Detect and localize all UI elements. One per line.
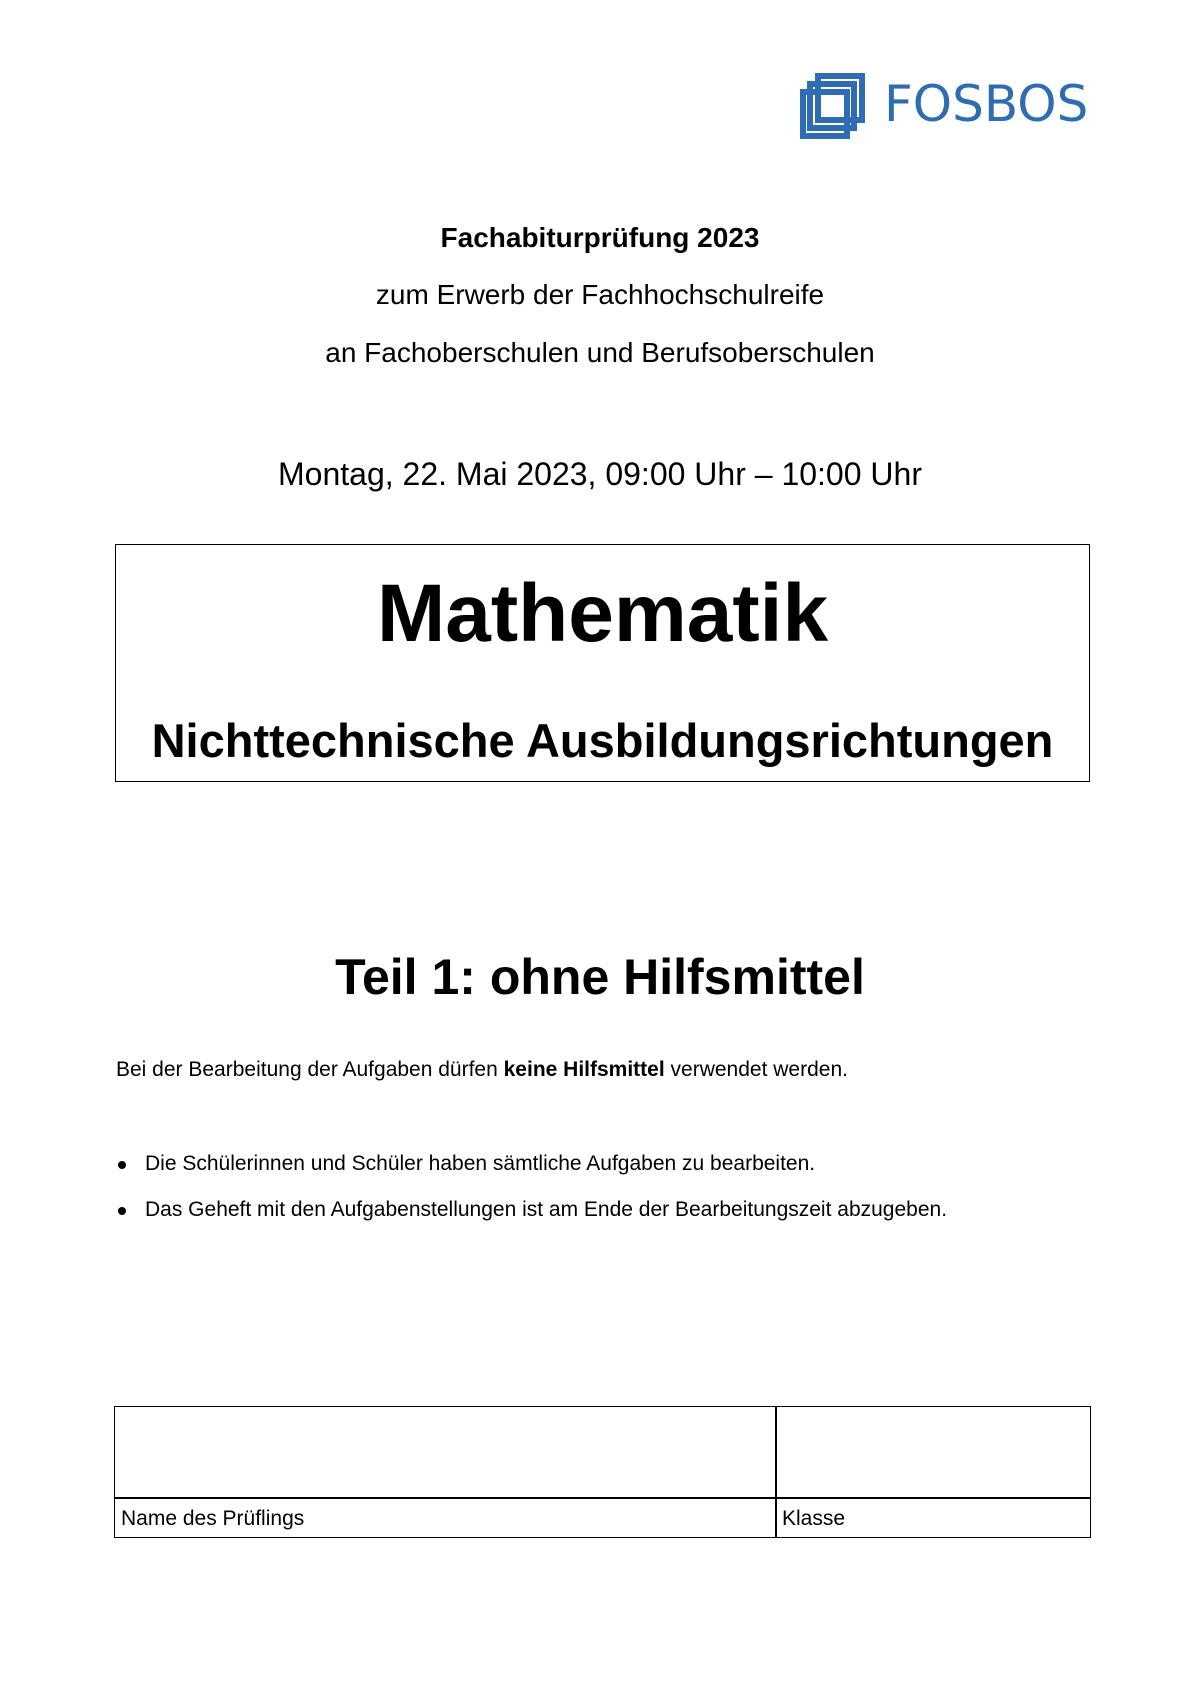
list-item: [116, 1198, 947, 1244]
class-label: Klasse: [782, 1507, 846, 1530]
list-item-text: Die Schülerinnen und Schüler haben sämtliche Aufgaben zu bearbeiten.: [145, 1152, 816, 1175]
bullet-icon: [118, 1207, 126, 1215]
instruction-bold: keine Hilfsmittel: [503, 1058, 665, 1081]
bullet-icon: [118, 1161, 126, 1169]
subject-title: Mathematik: [376, 568, 829, 659]
exam-datetime: Montag, 22. Mai 2023, 09:00 Uhr – 10:00 Uhr: [278, 456, 922, 492]
table-divider-horizontal: [115, 1497, 1090, 1499]
subject-branch: Nichttechnische Ausbildungsrichtungen: [151, 714, 1054, 767]
stacked-squares-icon: [800, 72, 868, 142]
exam-subtitle-1: zum Erwerb der Fachhochschulreife: [375, 279, 825, 310]
name-label: Name des Prüflings: [121, 1507, 305, 1530]
exam-title: Fachabiturprüfung 2023: [440, 222, 760, 253]
table-divider-vertical: [775, 1407, 777, 1537]
list-item: [116, 1152, 947, 1198]
instruction-list: [116, 1152, 947, 1244]
logo-text: FOSBOS: [884, 75, 1089, 133]
list-item-text: Das Geheft mit den Aufgabenstellungen ist am Ende der Bearbeitungszeit abzugeben.: [145, 1198, 948, 1221]
signature-table: [114, 1406, 1091, 1538]
part-title: Teil 1: ohne Hilfsmittel: [335, 949, 865, 1005]
fosbos-logo: [800, 72, 1090, 144]
instruction-after: verwendet werden.: [664, 1058, 848, 1081]
subject-box: [115, 544, 1090, 782]
exam-subtitle-2: an Fachoberschulen und Berufsoberschulen: [325, 337, 875, 368]
instruction-before: Bei der Bearbeitung der Aufgaben dürfen: [116, 1058, 504, 1081]
instruction-text: [116, 1058, 848, 1082]
